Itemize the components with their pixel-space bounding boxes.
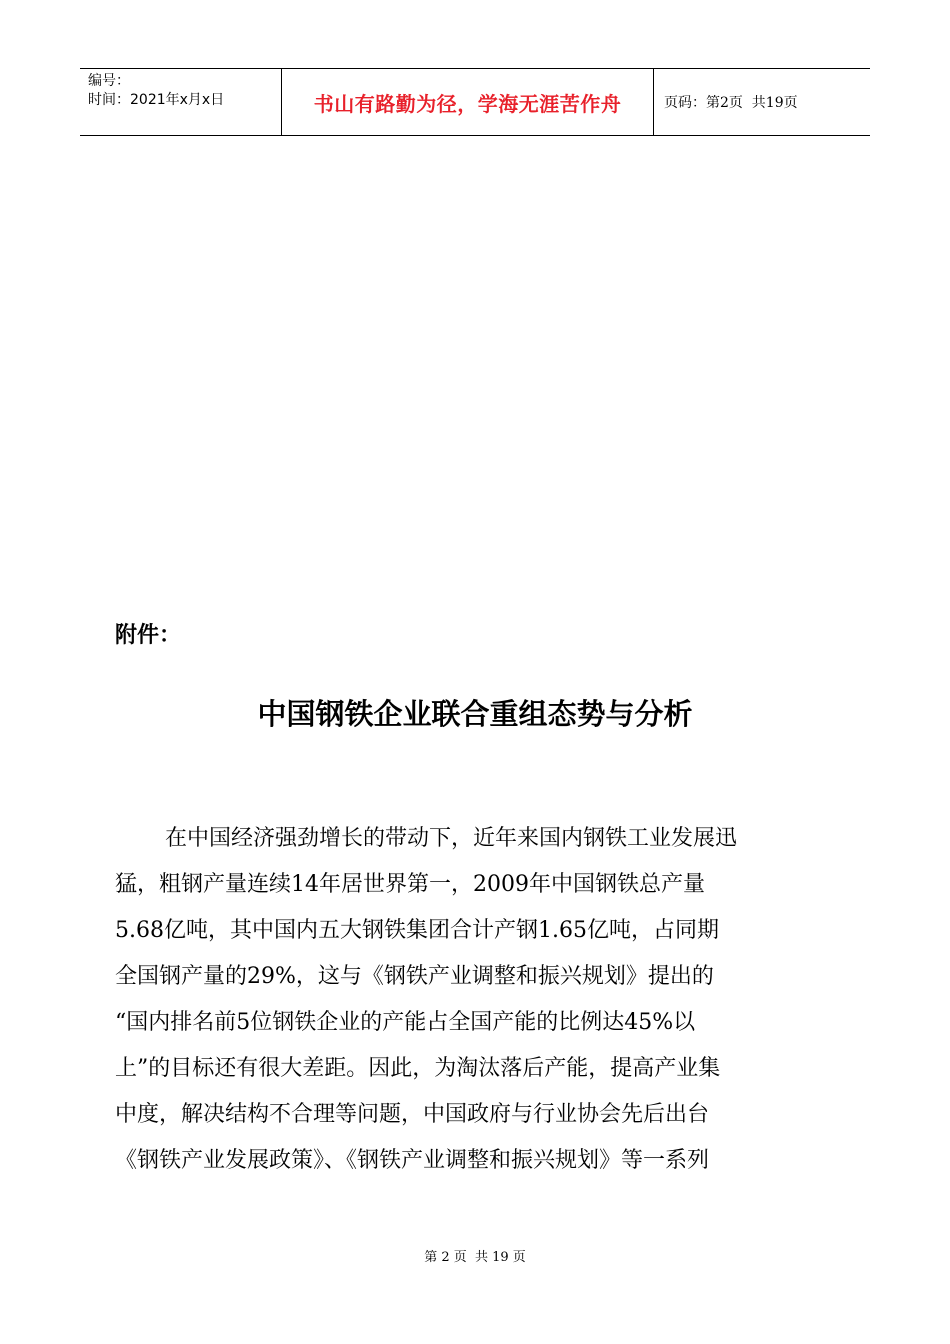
header-meta bbox=[80, 69, 282, 135]
attachment-label: 附件： bbox=[115, 623, 182, 648]
paragraph-line: 上”的目标还有很大差距。因此，为淘汰落后产能，提高产业集 bbox=[115, 1056, 721, 1081]
paragraph-line: “国内排名前5位钢铁企业的产能占全国产能的比例达45%以 bbox=[115, 1010, 696, 1035]
paragraph-line: 猛，粗钢产量连续14年居世界第一，2009年中国钢铁总产量 bbox=[115, 872, 705, 897]
document-header bbox=[80, 68, 870, 136]
document-number-label: 编号： bbox=[88, 73, 130, 89]
header-page-info: 页码：第2页 共19页 bbox=[664, 95, 798, 111]
header-motto: 书山有路勤为径，学海无涯苦作舟 bbox=[282, 69, 654, 135]
document-time-label: 时间：2021年x月x日 bbox=[88, 92, 225, 108]
body-paragraph bbox=[115, 816, 835, 1184]
paragraph-line: 《钢铁产业发展政策》、《钢铁产业调整和振兴规划》等一系列 bbox=[115, 1148, 710, 1173]
paragraph-line: 在中国经济强劲增长的带动下，近年来国内钢铁工业发展迅 bbox=[165, 826, 738, 851]
paragraph-line: 5.68亿吨，其中国内五大钢铁集团合计产钢1.65亿吨，占同期 bbox=[115, 918, 719, 943]
document-title: 中国钢铁企业联合重组态势与分析 bbox=[257, 697, 693, 731]
paragraph-line: 全国钢产量的29%，这与《钢铁产业调整和振兴规划》提出的 bbox=[115, 964, 714, 989]
page-footer: 第 2 页 共 19 页 bbox=[424, 1250, 526, 1265]
paragraph-line: 中度，解决结构不合理等问题，中国政府与行业协会先后出台 bbox=[115, 1102, 710, 1127]
